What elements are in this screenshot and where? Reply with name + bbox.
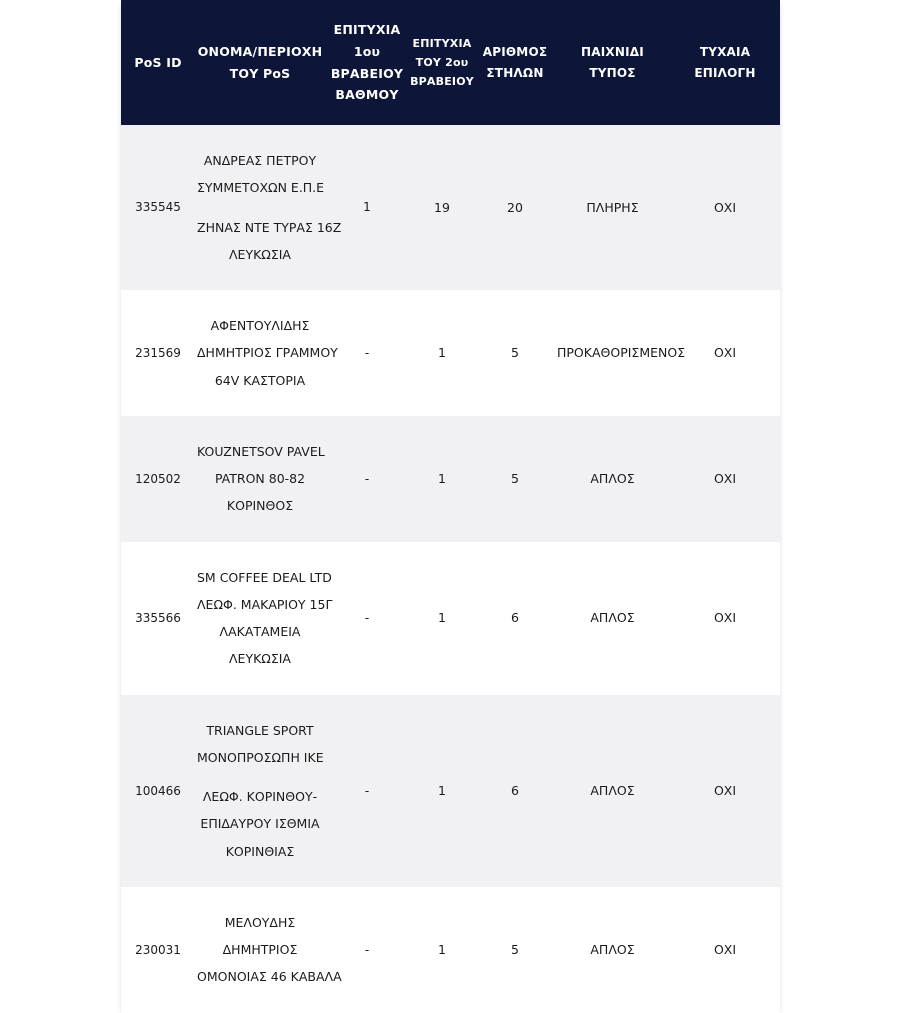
column-header-pos-name-area[interactable] bbox=[195, 0, 325, 125]
header-line: ΕΠΙΤΥΧΙΑ bbox=[412, 36, 472, 50]
cell-second-prize: 19 bbox=[434, 199, 450, 215]
header-line: ΑΡΙΘΜΟΣ bbox=[482, 44, 548, 59]
name-line: ΕΠΙΔΑΥΡΟΥ ΙΣΘΜΙΑ bbox=[200, 816, 320, 832]
name-line: PATRON 80-82 bbox=[214, 471, 306, 486]
cell-first-prize: - bbox=[364, 783, 370, 798]
header-line: ΤΥΧΑΙΑ bbox=[699, 44, 751, 59]
name-line: ΜΕΛΟΥΔΗΣ bbox=[224, 914, 296, 930]
cell-random-selection: ΟΧΙ bbox=[713, 471, 737, 486]
name-line: ΛΕΥΚΩΣΙΑ bbox=[229, 651, 291, 667]
cell-first-prize: - bbox=[364, 610, 370, 625]
name-line: TRIANGLE SPORT bbox=[206, 722, 314, 738]
column-header-second-prize[interactable] bbox=[409, 0, 475, 125]
cell-game-type: ΑΠΛΟΣ bbox=[590, 471, 635, 486]
header-line: ΕΠΙΤΥΧΙΑ bbox=[333, 21, 401, 37]
name-line: ΑΝΔΡΕΑΣ ΠΕΤΡΟΥ bbox=[203, 153, 317, 168]
name-line: ΖΗΝΑΣ ΝΤΕ ΤΥΡΑΣ 16Ζ bbox=[197, 219, 342, 235]
cell-random-selection: ΟΧΙ bbox=[713, 942, 737, 957]
name-line: ΔΗΜΗΤΡΙΟΣ bbox=[222, 942, 298, 957]
cell-random-selection: ΟΧΙ bbox=[713, 199, 737, 215]
name-line: 64V ΚΑΣΤΟΡΙΑ bbox=[214, 372, 306, 388]
name-line: ΚΟΡΙΝΘΙΑΣ bbox=[225, 843, 295, 859]
cell-game-type: ΑΠΛΟΣ bbox=[590, 942, 635, 957]
table-row[interactable] bbox=[121, 887, 780, 1013]
table-row[interactable] bbox=[121, 695, 780, 887]
header-line: ΤΥΠΟΣ bbox=[589, 65, 636, 80]
pos-results-table bbox=[121, 0, 780, 1013]
header-line: ΠΑΙΧΝΙΔΙ bbox=[581, 44, 644, 59]
table-header-row bbox=[121, 0, 780, 125]
cell-number-of-columns: 6 bbox=[511, 610, 519, 626]
cell-second-prize: 1 bbox=[438, 471, 446, 486]
cell-game-type: ΑΠΛΟΣ bbox=[590, 783, 635, 798]
cell-pos-id: 231569 bbox=[135, 345, 181, 360]
name-line: ΣΥΜΜΕΤΟΧΩΝ Ε.Π.Ε bbox=[197, 180, 325, 196]
table-row[interactable] bbox=[121, 125, 780, 290]
cell-number-of-columns: 20 bbox=[507, 199, 523, 215]
table-row[interactable] bbox=[121, 290, 780, 416]
cell-first-prize: 1 bbox=[363, 200, 371, 215]
cell-random-selection: ΟΧΙ bbox=[713, 610, 737, 626]
column-header-random-selection[interactable] bbox=[670, 0, 780, 125]
cell-pos-id: 335545 bbox=[135, 200, 181, 215]
header-line: ΤΟΥ 2ου bbox=[415, 55, 469, 69]
header-line: PoS ID bbox=[134, 54, 182, 70]
cell-first-prize: - bbox=[364, 345, 370, 360]
name-line: ΑΦΕΝΤΟΥΛΙΔΗΣ bbox=[210, 318, 310, 333]
cell-number-of-columns: 5 bbox=[511, 942, 519, 957]
column-header-number-of-columns[interactable] bbox=[475, 0, 555, 125]
table-body bbox=[121, 125, 780, 1013]
header-line: ΒΑΘΜΟΥ bbox=[335, 87, 399, 103]
header-line: ΟΝΟΜΑ/ΠΕΡΙΟΧΗ bbox=[197, 43, 323, 59]
cell-number-of-columns: 6 bbox=[511, 783, 519, 798]
cell-first-prize: - bbox=[364, 942, 370, 957]
cell-first-prize: - bbox=[364, 471, 370, 486]
cell-random-selection: ΟΧΙ bbox=[713, 345, 737, 361]
cell-second-prize: 1 bbox=[438, 942, 446, 957]
cell-game-type: ΠΡΟΚΑΘΟΡΙΣΜΕΝΟΣ bbox=[557, 345, 686, 361]
cell-number-of-columns: 5 bbox=[511, 471, 519, 486]
name-line: KOUZNETSOV PAVEL bbox=[197, 443, 325, 459]
name-line: ΜΟΝΟΠΡΟΣΩΠΗ ΙΚΕ bbox=[197, 749, 324, 765]
cell-pos-name-area bbox=[195, 542, 333, 695]
header-line: ΒΡΑΒΕΙΟΥ bbox=[330, 65, 404, 81]
name-line: ΟΜΟΝΟΙΑΣ 46 ΚΑΒΑΛΑ bbox=[197, 969, 342, 985]
cell-game-type: ΠΛΗΡΗΣ bbox=[586, 199, 639, 215]
cell-pos-name-area bbox=[195, 290, 338, 416]
name-line: ΔΗΜΗΤΡΙΟΣ ΓΡΑΜΜΟΥ bbox=[197, 345, 338, 361]
table-row[interactable] bbox=[121, 542, 780, 695]
column-header-first-prize[interactable] bbox=[325, 0, 409, 125]
header-line: ΒΡΑΒΕΙΟΥ bbox=[410, 75, 474, 89]
name-line: ΚΟΡΙΝΘΟΣ bbox=[226, 498, 294, 514]
cell-pos-id: 335566 bbox=[135, 610, 181, 625]
name-line: ΛΕΩΦ. ΜΑΚΑΡΙΟΥ 15Γ bbox=[197, 596, 333, 612]
header-line: ΤΟΥ PoS bbox=[229, 65, 291, 81]
column-header-pos-id[interactable] bbox=[121, 0, 195, 125]
table-header bbox=[121, 0, 780, 125]
cell-second-prize: 1 bbox=[438, 610, 446, 626]
cell-pos-name-area bbox=[195, 416, 325, 542]
cell-pos-id: 120502 bbox=[135, 471, 181, 486]
header-line: 1ου bbox=[353, 43, 381, 59]
cell-number-of-columns: 5 bbox=[511, 345, 519, 361]
header-line: ΣΤΗΛΩΝ bbox=[486, 65, 544, 80]
name-line: ΛΑΚΑΤΑΜΕΙΑ bbox=[219, 624, 301, 639]
column-header-game-type[interactable] bbox=[555, 0, 670, 125]
header-line: ΕΠΙΛΟΓΗ bbox=[694, 65, 756, 80]
cell-pos-name-area bbox=[195, 125, 342, 290]
name-line-spacer bbox=[197, 771, 323, 783]
cell-pos-id: 230031 bbox=[135, 942, 181, 957]
cell-second-prize: 1 bbox=[438, 345, 446, 361]
cell-pos-name-area bbox=[195, 695, 325, 887]
name-line: SM COFFEE DEAL LTD bbox=[197, 569, 332, 585]
cell-second-prize: 1 bbox=[438, 783, 446, 798]
cell-pos-id: 100466 bbox=[135, 783, 181, 798]
table-row[interactable] bbox=[121, 416, 780, 542]
cell-pos-name-area bbox=[195, 887, 342, 1013]
name-line: ΛΕΩΦ. ΚΟΡΙΝΘΟΥ- bbox=[202, 789, 318, 804]
cell-game-type: ΑΠΛΟΣ bbox=[590, 610, 635, 626]
name-line-spacer bbox=[197, 202, 323, 214]
table-card bbox=[121, 0, 780, 1013]
name-line: ΛΕΥΚΩΣΙΑ bbox=[229, 246, 291, 262]
cell-random-selection: ΟΧΙ bbox=[713, 783, 737, 798]
